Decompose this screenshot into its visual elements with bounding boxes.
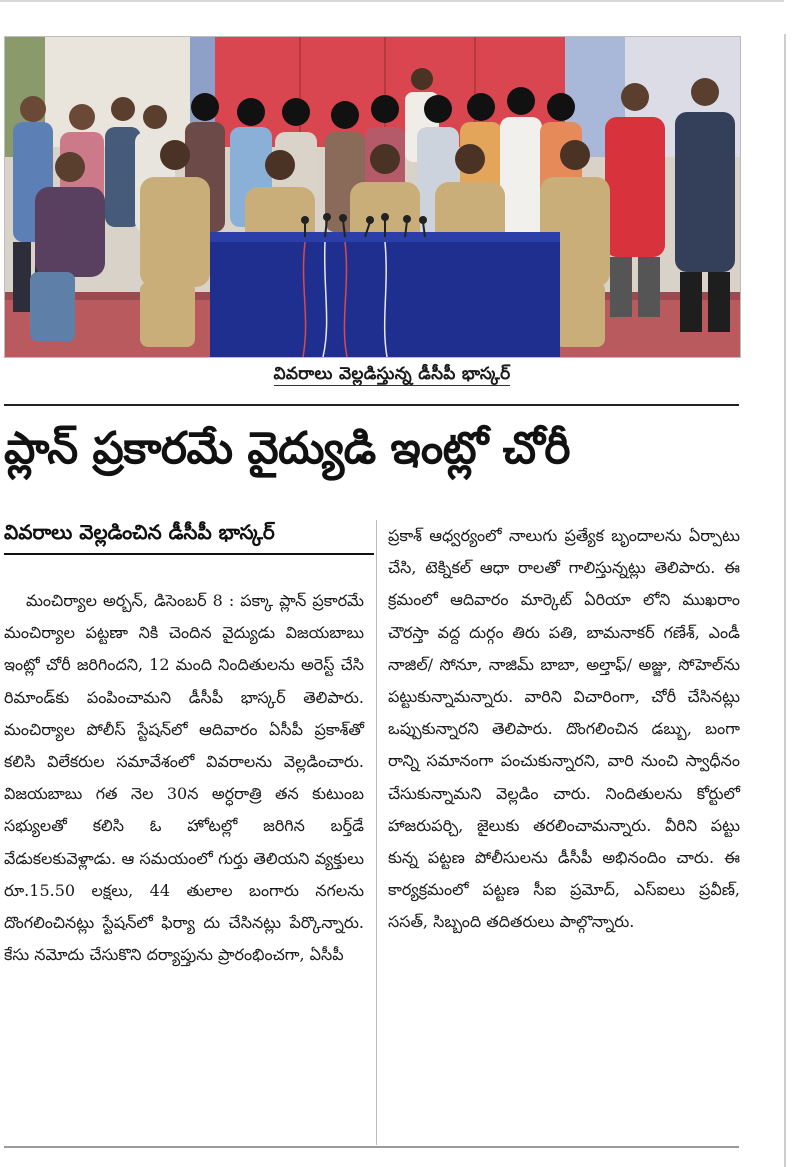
column-divider bbox=[376, 520, 377, 1145]
photo-caption-text: వివరాలు వెల్లడిస్తున్న డీసీపీ భాస్కర్ bbox=[273, 364, 511, 384]
press-conference-photo bbox=[4, 36, 741, 358]
bottom-rule bbox=[4, 1146, 739, 1148]
photo-caption bbox=[0, 364, 784, 388]
article-subheadline: వివరాలు వెల్లడించిన డీసీపీ భాస్కర్ bbox=[4, 520, 374, 555]
caption-divider bbox=[4, 404, 739, 406]
article-column-right: ప్రకాశ్ ఆధ్వర్యంలో నాలుగు ప్రత్యేక బృందాలను ఏర్పాటు చేసి, టెక్నికల్ ఆధా రాలతో గాలిస్తున్నట్లు తెలిపారు. ఈ క్రమంలో ఆదివారం మార్కెట్ ఏరియా లోని ముఖరాం చౌరస్తా వద్ద దుర్గం తిరు పతి, బామనాకర్ గణేశ్, ఎండీ నాజిల్/ సోనూ, నాజిమ్ బాబా, అల్తాఫ్/ అజ్జు, సోహెల్‌ను పట్టుకున్నామన్నారు. వారిని విచారింగా, చోరీ చేసినట్లు ఒప్పుకున్నారని తెలిపారు. దొంగలించిన డబ్బు, బంగా రాన్ని సమానంగా పంచుకున్నారని, వారి నుంచి స్వాధీనం చేసుకున్నామని వెల్లడిం చారు. నిందితులను కోర్టులో హాజరుపర్చి, జైలుకు తరలించామన్నారు. వీరిని పట్టు కున్న పట్టణ పోలీసులను డీసీపీ అభినందిం చారు. ఈ కార్యక్రమంలో పట్టణ సీఐ ప్రమోద్, ఎస్‌ఐలు ప్రవీణ్, ససత్, సిబ్బంది తదితరులు పాల్గొన్నారు. bbox=[388, 526, 740, 932]
top-border-rule bbox=[0, 0, 784, 2]
article-headline: ప్లాన్ ప్రకారమే వైద్యుడి ఇంట్లో చోరీ bbox=[4, 423, 570, 474]
article-column-left: మంచిర్యాల అర్బన్, డిసెంబర్ 8 : పక్కా ప్లాన్ ప్రకారమే మంచిర్యాల పట్టణా నికి చెందిన వైద్యుడు విజయబాబు ఇంట్లో చోరీ జరిగిందని, 12 మంది నిందితులను అరెస్ట్ చేసి రిమాండ్‌కు పంపించామని డీసీపీ భాస్కర్ తెలిపారు. మంచిర్యాల పోలీస్ స్టేషన్‌లో ఆదివారం ఏసీపీ ప్రకాశ్‌తో కలిసి విలేకరుల సమావేశంలో వివరాలను వెల్లడించారు. విజయబాబు గత నెల 30న అర్ధరాత్రి తన కుటుంబ సభ్యులతో కలిసి ఓ హోటల్లో జరిగిన బర్త్‌డే వేడుకలకువెళ్లాడు. ఆ సమయంలో గుర్తు తెలియని వ్యక్తులు రూ.15.50 లక్షలు, 44 తులాల బంగారు నగలను దొంగలించినట్లు స్టేషన్‌లో ఫిర్యా దు చేసినట్లు పేర్కొన్నారు. కేసు నమోదు చేసుకొని దర్యాప్తును ప్రారంభించగా, ఏసీపీ bbox=[4, 591, 364, 965]
page-edge-rule bbox=[784, 34, 786, 1167]
